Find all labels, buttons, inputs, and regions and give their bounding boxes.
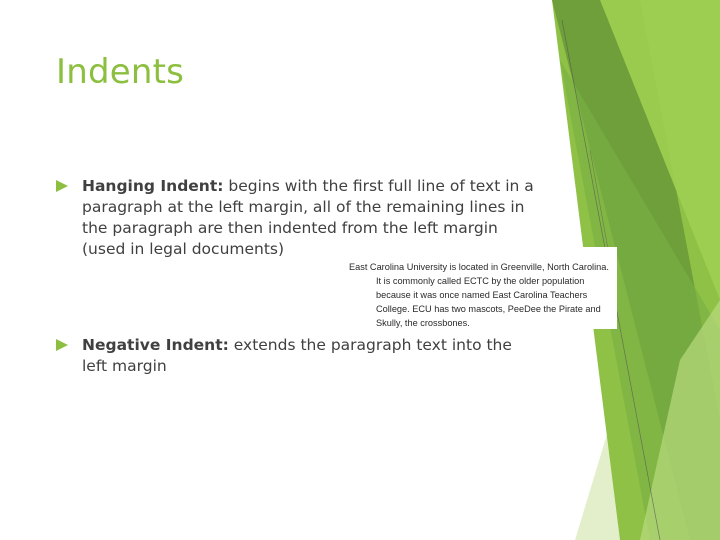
bullet-arrow-icon — [56, 180, 68, 192]
bullet-description: begins with the first full line of text in a paragraph at the left margin, all of the remaining lines in the paragraph are then indented from the left margin (used in legal documents) — [82, 177, 534, 258]
example-line: East Carolina University is located in Greenville, North Carolina. — [349, 262, 609, 272]
hanging-indent-example — [344, 247, 617, 329]
example-line: Skully, the crossbones. — [376, 318, 470, 328]
bullet-negative-indent — [56, 335, 536, 377]
example-line: College. ECU has two mascots, PeeDee the Pirate and — [376, 304, 601, 314]
bullet-term: Negative Indent: — [82, 336, 229, 354]
slide-title: Indents — [56, 52, 185, 92]
bullet-description: extends the paragraph text into the left margin — [82, 336, 512, 375]
example-line: because it was once named East Carolina Teachers — [376, 290, 588, 300]
bullet-text — [82, 335, 536, 377]
bullet-arrow-icon — [56, 339, 68, 351]
bullet-term: Hanging Indent: — [82, 177, 224, 195]
example-line: It is commonly called ECTC by the older population — [376, 276, 585, 286]
